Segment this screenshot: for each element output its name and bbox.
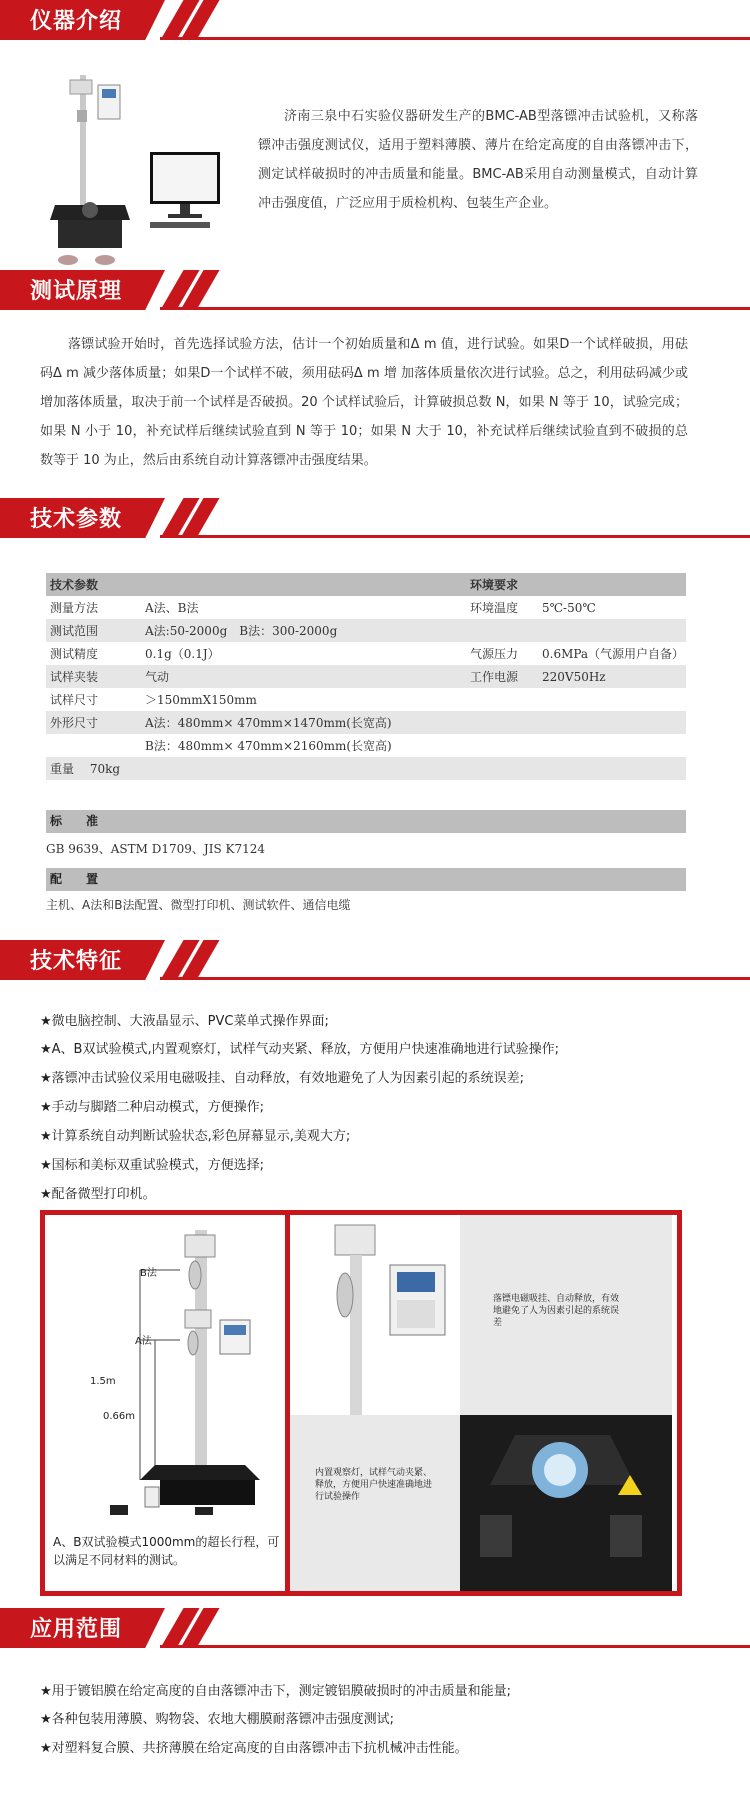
section-header-intro xyxy=(0,0,750,40)
section-header-applications xyxy=(0,1608,750,1648)
spec-table xyxy=(46,573,686,780)
table-row: 试样夹装 气动 工作电源 220V50Hz xyxy=(46,665,686,688)
table-row: 测试范围 A法:50-2000g B法：300-2000g xyxy=(46,619,686,642)
list-item: ★手动与脚踏二种启动模式，方便操作; xyxy=(40,1100,265,1115)
section-title: 应用范围 xyxy=(30,1617,123,1642)
dimension-1: 1.5m xyxy=(90,1376,116,1387)
section-title: 技术参数 xyxy=(30,507,123,532)
caption-bottom-left: 内置观察灯，试样气动夹紧、释放，方便用户快速准确地进行试验操作 xyxy=(315,1468,433,1502)
section-title: 仪器介绍 xyxy=(30,9,123,34)
list-item: ★各种包装用薄膜、购物袋、农地大棚膜耐落镖冲击强度测试; xyxy=(40,1712,395,1727)
table-row: 测试精度 0.1g（0.1J） 气源压力 0.6MPa（气源用户自备） xyxy=(50,647,685,661)
caption-top-right: 落镖电磁吸挂、自动释放，有效地避免了人为因素引起的系统误差 xyxy=(493,1294,620,1328)
panel-bottom-left xyxy=(290,1415,460,1591)
list-item: ★A、B双试验模式,内置观察灯，试样气动夹紧、释放，方便用户快速准确地进行试验操作; xyxy=(40,1042,559,1057)
dimension-2: 0.66m xyxy=(103,1411,136,1422)
instrument-photo xyxy=(50,70,230,265)
standard-label: 标 准 xyxy=(46,810,686,833)
list-item: ★国标和美标双重试验模式，方便选择; xyxy=(40,1158,265,1173)
caption-left: A、B双试验模式1000mm的超长行程，可以满足不同材料的测试。 xyxy=(53,1535,280,1567)
table-row: 测量方法 A法、B法 环境温度 5℃-50℃ xyxy=(50,600,596,615)
table-row: 试样尺寸 ＞150mmX150mm xyxy=(50,693,257,707)
list-item: ★对塑料复合膜、共挤薄膜在给定高度的自由落镖冲击下抗机械冲击性能。 xyxy=(40,1741,468,1756)
section-header-params xyxy=(0,498,750,538)
list-item: ★计算系统自动判断试验状态,彩色屏幕显示,美观大方; xyxy=(40,1129,351,1144)
config-label: 配 置 xyxy=(46,868,686,891)
spec-header-row xyxy=(46,573,686,596)
section-header-principle xyxy=(0,270,750,310)
table-row: 重量 70kg xyxy=(46,757,686,780)
label-b-method: B法 xyxy=(140,1268,157,1279)
photo-clamp xyxy=(460,1415,672,1591)
section-title: 技术特征 xyxy=(30,949,123,974)
photo-dart-head xyxy=(290,1215,460,1415)
list-item: ★用于镀铝膜在给定高度的自由落镖冲击下，测定镀铝膜破损时的冲击质量和能量; xyxy=(40,1684,512,1699)
dual-mode-diagram xyxy=(85,1225,275,1515)
list-item: ★配备微型打印机。 xyxy=(40,1187,156,1202)
section-title: 测试原理 xyxy=(30,279,123,304)
list-item: ★落镖冲击试验仪采用电磁吸挂、自动释放，有效地避免了人为因素引起的系统误差; xyxy=(40,1071,525,1086)
standard-value: GB 9639、ASTM D1709、JIS K7124 xyxy=(46,842,266,856)
principle-text: 落镖试验开始时，首先选择试验方法，估计一个初始质量和Δ m 值，进行试验。如果D一个试样破损，用砝码Δ m 减少落体质量；如果D一个试样不破，须用砝码Δ m 增 加落体质量依次进行试验。总之，利用砝码减少或增加落体质量，取决于前一个试样是否破损。20 个试样试验后，计算破损总数 N，如果 N 等于 10，试验完成；如果 N 小于 10，补充试样后继续试验直到 N 等于 10；如果 N 大于 10，补充试样后继续试验直到不破损的总数等于 10 为止，然后由系统自动计算落镖冲击强度结果。 xyxy=(40,337,688,468)
feature-figure xyxy=(40,1210,682,1596)
table-row: 外形尺寸 A法：480mm× 470mm×1470mm(长宽高) xyxy=(46,711,686,734)
intro-text: 济南三泉中石实验仪器研发生产的BMC-AB型落镖冲击试验机，又称落镖冲击强度测试仪，适用于塑料薄膜、薄片在给定高度的自由落镖冲击下，测定试样破损时的冲击质量和能量。BMC-AB采用自动测量模式，自动计算冲击强度值，广泛应用于质检机构、包装生产企业。 xyxy=(258,109,698,211)
spec-head-right: 环境要求 xyxy=(466,573,686,596)
label-a-method: A法 xyxy=(135,1336,152,1347)
table-row: B法：480mm× 470mm×2160mm(长宽高) xyxy=(145,739,392,753)
section-header-features xyxy=(0,940,750,980)
spec-head-left: 技术参数 xyxy=(46,573,466,596)
config-value: 主机、A法和B法配置、微型打印机、测试软件、通信电缆 xyxy=(46,898,351,912)
list-item: ★微电脑控制、大液晶显示、PVC菜单式操作界面; xyxy=(40,1014,329,1029)
